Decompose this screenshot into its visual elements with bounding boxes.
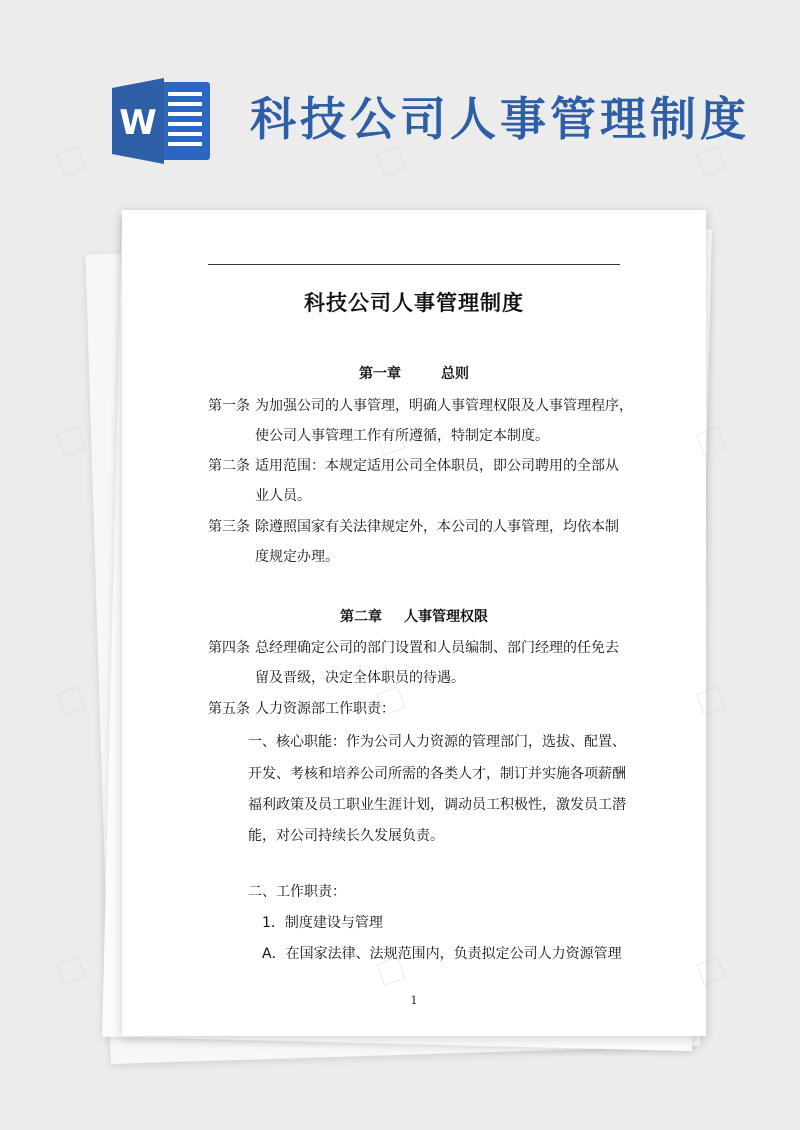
article-text: 使公司人事管理工作有所遵循，特制定本制度。	[255, 428, 549, 444]
document-title: 科技公司人事管理制度	[304, 291, 524, 315]
article-text: 适用范围：本规定适用公司全体职员，即公司聘用的全部从	[255, 458, 619, 474]
word-icon	[110, 78, 214, 164]
core-function-text: 一、核心职能：作为公司人力资源的管理部门，选拔、配置、	[248, 734, 626, 750]
chapter-name: 总则	[441, 366, 469, 382]
chapter-heading-1	[208, 364, 620, 384]
word-icon-letter: W	[119, 103, 157, 143]
page-number: 1	[410, 994, 418, 1007]
article-text: 度规定办理。	[255, 549, 339, 565]
article-text: 总经理确定公司的部门设置和人员编制、部门经理的任免去	[255, 640, 619, 656]
chapter-name: 人事管理权限	[404, 609, 488, 625]
article-label: 第一条	[208, 398, 250, 414]
article-text: 留及晋级，决定全体职员的待遇。	[255, 670, 465, 686]
chapter-number: 第二章	[340, 609, 382, 625]
core-function-text: 开发、考核和培养公司所需的各类人才，制订并实施各项薪酬	[248, 766, 626, 782]
article-text: 除遵照国家有关法律规定外，本公司的人事管理，均依本制	[255, 519, 619, 535]
core-function-text: 能，对公司持续长久发展负责。	[248, 828, 444, 844]
header-rule	[208, 264, 620, 265]
chapter-number: 第一章	[359, 366, 401, 382]
banner-title: 科技公司人事管理制度	[250, 92, 750, 146]
article-label: 第二条	[208, 458, 250, 474]
core-function-text: 福利政策及员工职业生涯计划，调动员工积极性，激发员工潜	[248, 797, 626, 813]
article-label: 第三条	[208, 519, 250, 535]
duties-heading: 二、工作职责：	[248, 884, 346, 900]
article-text: 人力资源部工作职责：	[255, 701, 395, 717]
duties-item: A．在国家法律、法规范围内，负责拟定公司人力资源管理	[262, 946, 622, 962]
article-text: 为加强公司的人事管理，明确人事管理权限及人事管理程序，	[255, 398, 633, 414]
article-label: 第五条	[208, 701, 250, 717]
article-text: 业人员。	[255, 488, 311, 504]
article-label: 第四条	[208, 640, 250, 656]
chapter-heading-2	[208, 607, 620, 627]
header-banner	[0, 0, 800, 205]
duties-item: 1．制度建设与管理	[262, 915, 383, 931]
